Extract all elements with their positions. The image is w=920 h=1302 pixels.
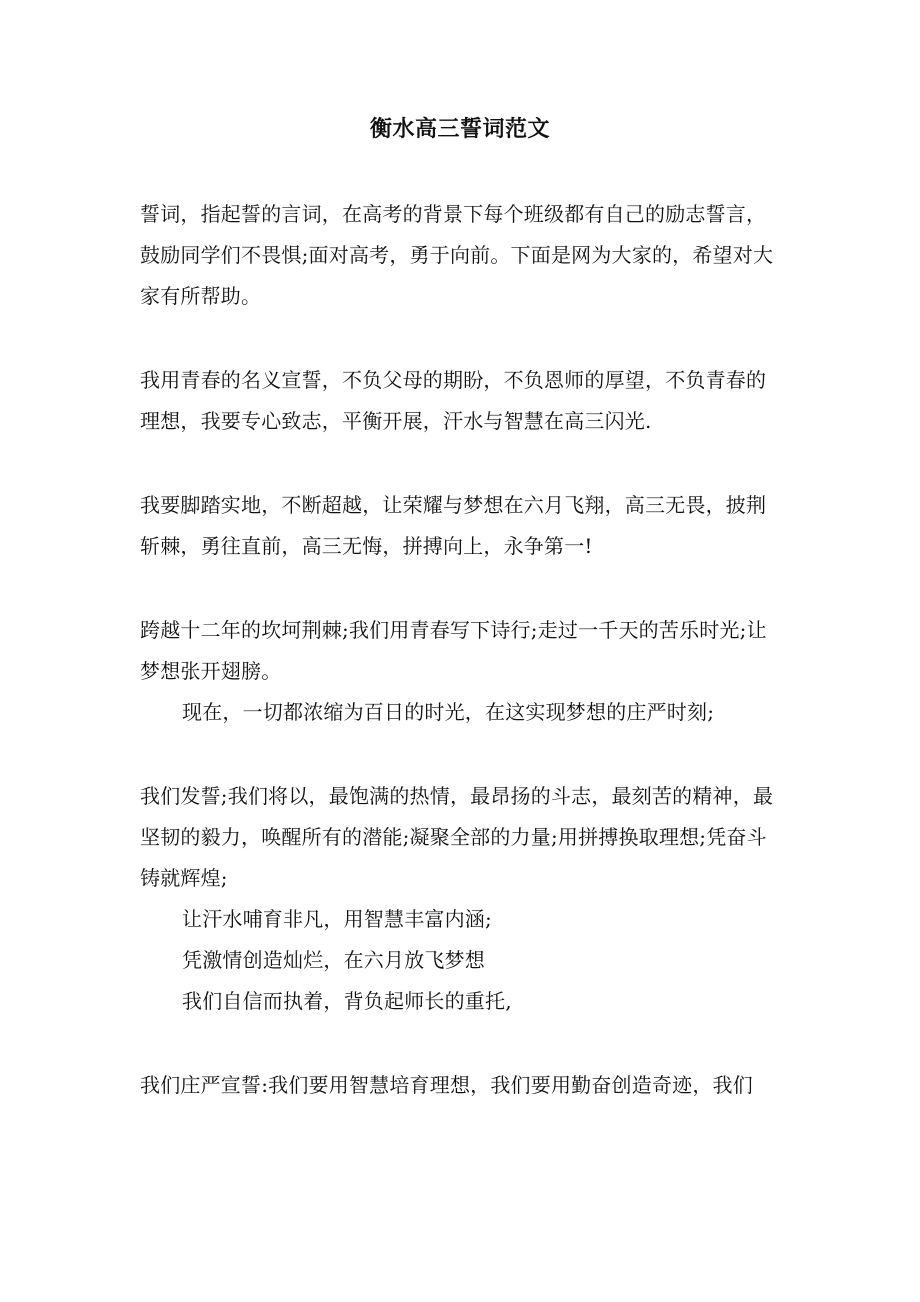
oath-paragraph-3: 跨越十二年的坎坷荆棘;我们用青春写下诗行;走过一千天的苦乐时光;让梦想张开翅膀。 bbox=[140, 618, 767, 683]
document-title: 衡水高三誓词范文 bbox=[369, 116, 550, 142]
paragraph-gap bbox=[140, 567, 782, 610]
oath-paragraph-2: 我要脚踏实地，不断超越，让荣耀与梦想在六月飞翔，高三无畏，披荆斩棘，勇往直前，高三无悔，拼搏向上，永争第一! bbox=[140, 493, 767, 558]
oath-indented-line-4: 我们自信而执着，背负起师长的重托, bbox=[182, 989, 512, 1013]
paragraph-gap bbox=[140, 442, 782, 485]
oath-indented-line-2: 让汗水哺育非凡，用智慧丰富内涵; bbox=[182, 907, 492, 931]
oath-indented-line-3: 凭激情创造灿烂，在六月放飞梦想 bbox=[182, 948, 485, 972]
paragraph-gap bbox=[140, 1022, 782, 1065]
oath-indented-line-1: 现在，一切都浓缩为百日的时光，在这实现梦想的庄严时刻; bbox=[182, 700, 715, 724]
paragraph-gap bbox=[140, 317, 782, 360]
intro-paragraph: 誓词，指起誓的言词，在高考的背景下每个班级都有自己的励志誓言，鼓励同学们不畏惧;面对高考，勇于向前。下面是网为大家的，希望对大家有所帮助。 bbox=[140, 202, 774, 308]
paragraph-gap bbox=[140, 733, 782, 776]
oath-paragraph-1: 我用青春的名义宣誓，不负父母的期盼，不负恩师的厚望，不负青春的理想，我要专心致志，平衡开展，汗水与智慧在高三闪光. bbox=[140, 368, 767, 433]
oath-paragraph-4: 我们发誓;我们将以，最饱满的热情，最昂扬的斗志，最刻苦的精神，最坚韧的毅力，唤醒所有的潜能;凝聚全部的力量;用拼搏换取理想;凭奋斗铸就辉煌; bbox=[140, 784, 774, 890]
oath-paragraph-5: 我们庄严宣誓:我们要用智慧培育理想，我们要用勤奋创造奇迹，我们 bbox=[140, 1073, 753, 1097]
document-body bbox=[140, 194, 782, 1106]
